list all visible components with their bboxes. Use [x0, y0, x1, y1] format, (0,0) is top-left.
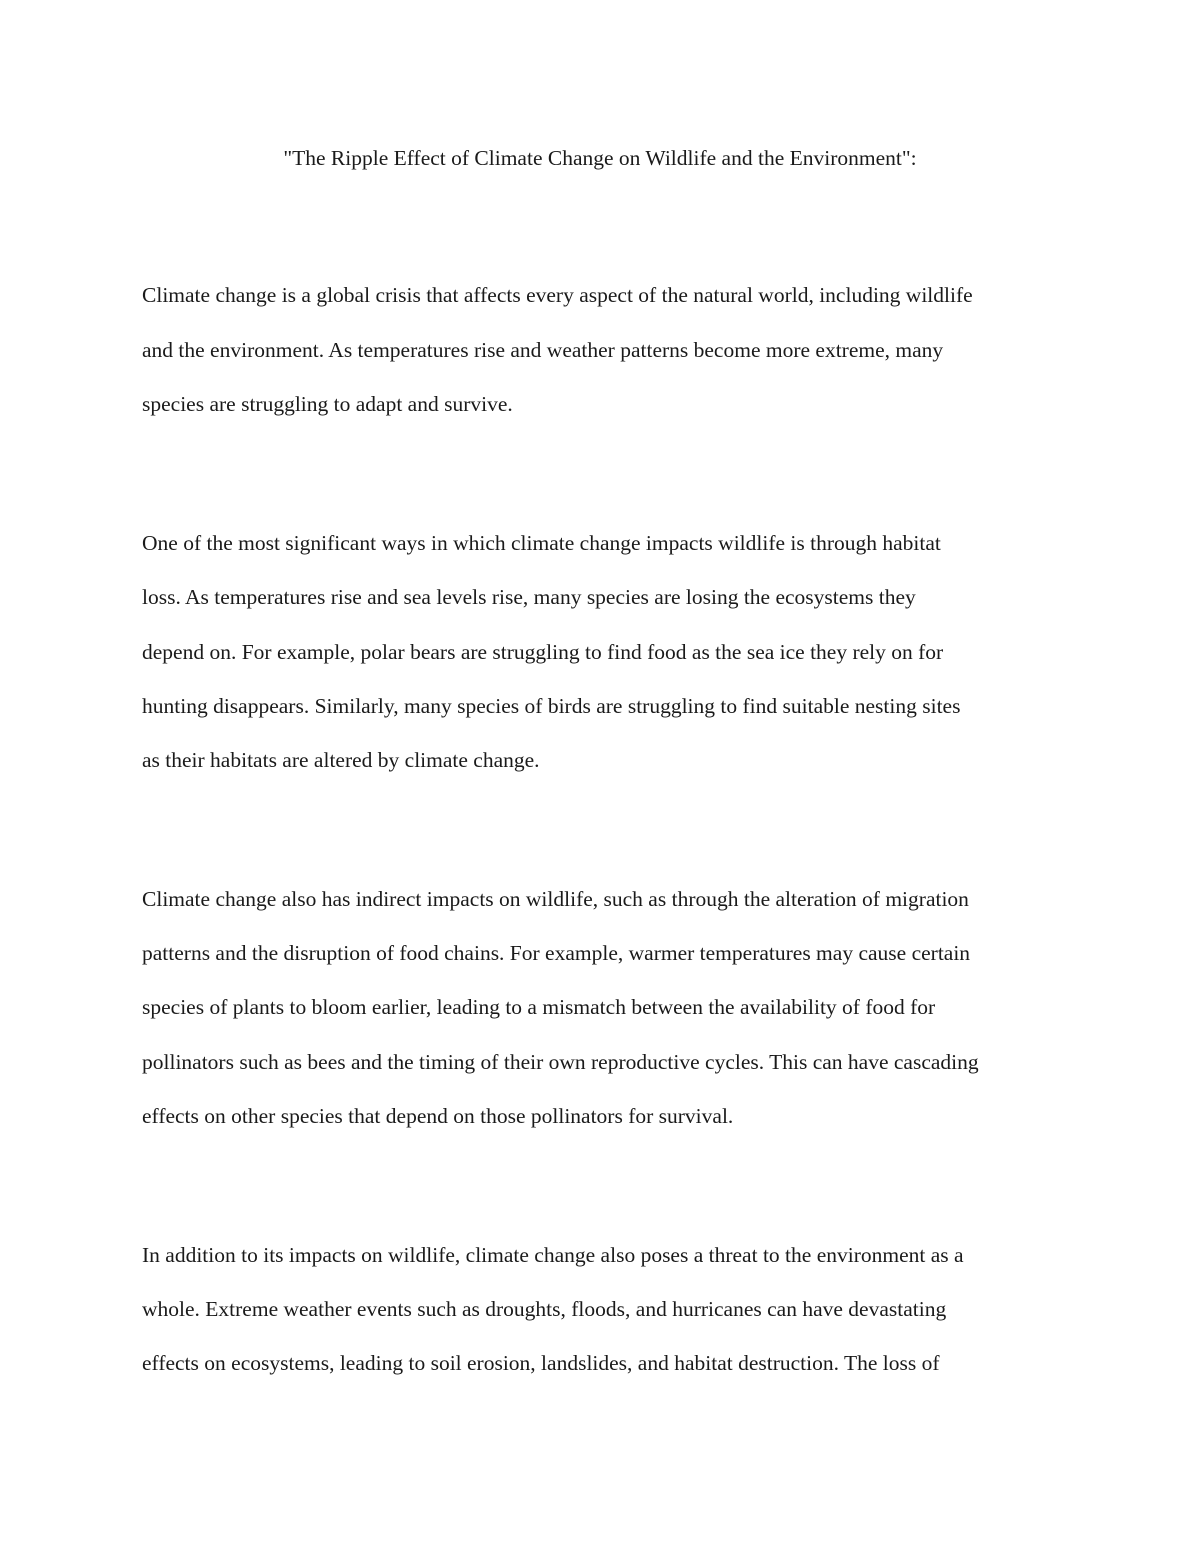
document-title: "The Ripple Effect of Climate Change on Wildlife and the Environment": [283, 146, 917, 170]
paragraph-4-line-2: whole. Extreme weather events such as droughts, floods, and hurricanes can have devastating [142, 1297, 947, 1321]
paragraph-1-line-3: species are struggling to adapt and survive. [142, 392, 513, 416]
paragraph-2-line-3: depend on. For example, polar bears are struggling to find food as the sea ice they rely on for [142, 640, 944, 664]
paragraph-1-line-2: and the environment. As temperatures rise and weather patterns become more extreme, many [142, 338, 944, 362]
paragraph-4-line-3: effects on ecosystems, leading to soil erosion, landslides, and habitat destruction. The loss of [142, 1351, 940, 1375]
paragraph-4-line-1: In addition to its impacts on wildlife, climate change also poses a threat to the environment as a [142, 1243, 964, 1267]
paragraph-2-line-1: One of the most significant ways in which climate change impacts wildlife is through habitat [142, 531, 941, 555]
paragraph-3-line-5: effects on other species that depend on those pollinators for survival. [142, 1104, 734, 1128]
paragraph-3-line-1: Climate change also has indirect impacts on wildlife, such as through the alteration of migration [142, 887, 969, 911]
paragraph-2-line-4: hunting disappears. Similarly, many species of birds are struggling to find suitable nesting sites [142, 694, 961, 718]
paragraph-3-line-3: species of plants to bloom earlier, leading to a mismatch between the availability of food for [142, 995, 936, 1019]
paragraph-2-line-5: as their habitats are altered by climate change. [142, 748, 540, 772]
paragraph-1-line-1: Climate change is a global crisis that affects every aspect of the natural world, including wildlife [142, 283, 973, 307]
paragraph-2-line-2: loss. As temperatures rise and sea levels rise, many species are losing the ecosystems they [142, 585, 916, 609]
paragraph-3-line-2: patterns and the disruption of food chains. For example, warmer temperatures may cause certain [142, 941, 971, 965]
paragraph-3-line-4: pollinators such as bees and the timing of their own reproductive cycles. This can have cascading [142, 1050, 979, 1074]
